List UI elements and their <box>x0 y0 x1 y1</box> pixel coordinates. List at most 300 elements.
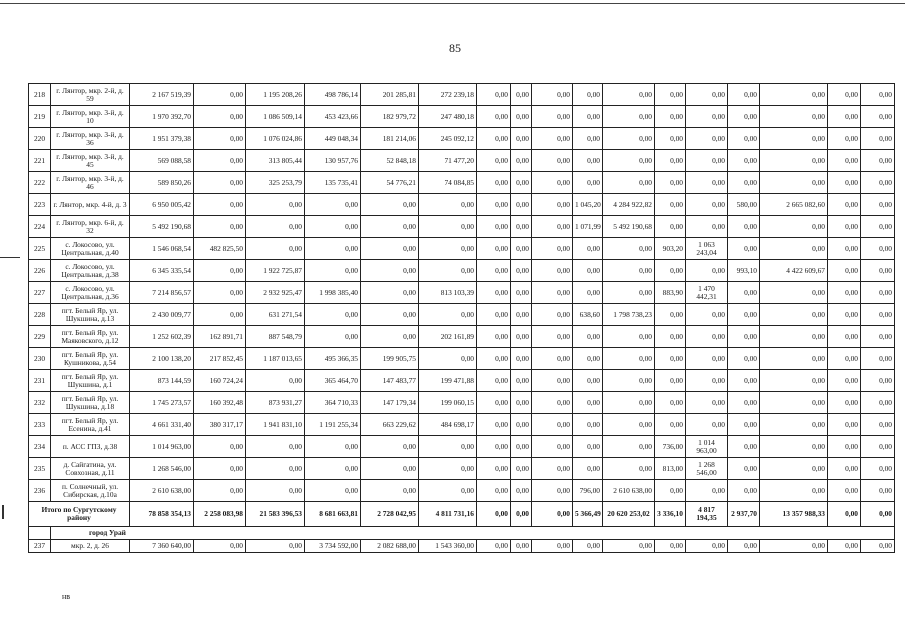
total-value-cell: 2 728 042,95 <box>361 502 419 527</box>
value-cell: 0,00 <box>861 282 895 304</box>
value-cell: 498 786,14 <box>305 84 361 106</box>
value-cell: 0,00 <box>573 326 603 348</box>
value-cell: 199 060,15 <box>419 392 477 414</box>
value-cell: 2 610 638,00 <box>130 480 194 502</box>
value-cell: 903,20 <box>655 238 686 260</box>
value-cell: 0,00 <box>419 304 477 326</box>
value-cell: 0,00 <box>760 458 828 480</box>
value-cell: 0,00 <box>477 458 511 480</box>
value-cell: 0,00 <box>194 304 246 326</box>
value-cell: 0,00 <box>655 414 686 436</box>
value-cell: 0,00 <box>686 540 728 553</box>
value-cell: 0,00 <box>603 260 655 282</box>
total-value-cell: 21 583 396,53 <box>246 502 305 527</box>
row-number: 237 <box>29 540 51 553</box>
row-number: 229 <box>29 326 51 348</box>
value-cell: 0,00 <box>728 370 760 392</box>
value-cell: 0,00 <box>655 326 686 348</box>
value-cell: 0,00 <box>728 106 760 128</box>
value-cell: 0,00 <box>532 238 573 260</box>
value-cell: 0,00 <box>194 128 246 150</box>
row-address: пгт. Белый Яр, ул. Кушникова, д.54 <box>51 348 130 370</box>
row-address: п. Солнечный, ул. Сибирская, д.10а <box>51 480 130 502</box>
total-value-cell: 20 620 253,02 <box>603 502 655 527</box>
value-cell: 0,00 <box>532 480 573 502</box>
value-cell: 0,00 <box>861 458 895 480</box>
value-cell: 0,00 <box>686 84 728 106</box>
value-cell: 0,00 <box>532 172 573 194</box>
value-cell: 0,00 <box>655 348 686 370</box>
total-value-cell: 78 858 354,13 <box>130 502 194 527</box>
value-cell: 0,00 <box>532 392 573 414</box>
row-address: пгт. Белый Яр, ул. Шукшина, д.13 <box>51 304 130 326</box>
row-address: г. Лянтор, мкр. 3-й, д. 46 <box>51 172 130 194</box>
value-cell: 0,00 <box>686 392 728 414</box>
value-cell: 325 253,79 <box>246 172 305 194</box>
value-cell: 4 661 331,40 <box>130 414 194 436</box>
row-number: 233 <box>29 414 51 436</box>
value-cell: 0,00 <box>728 458 760 480</box>
value-cell: 0,00 <box>861 216 895 238</box>
blank-cell <box>29 527 51 540</box>
row-number: 230 <box>29 348 51 370</box>
row-address: с. Локосово, ул. Центральная, д.36 <box>51 282 130 304</box>
value-cell: 0,00 <box>194 216 246 238</box>
value-cell: 0,00 <box>477 84 511 106</box>
value-cell: 0,00 <box>194 194 246 216</box>
value-cell: 0,00 <box>828 128 861 150</box>
table-row <box>29 348 895 370</box>
value-cell: 0,00 <box>760 348 828 370</box>
value-cell: 2 167 519,39 <box>130 84 194 106</box>
table-row <box>29 128 895 150</box>
value-cell: 0,00 <box>532 414 573 436</box>
value-cell: 0,00 <box>728 172 760 194</box>
value-cell: 0,00 <box>573 150 603 172</box>
value-cell: 0,00 <box>477 128 511 150</box>
value-cell: 0,00 <box>361 326 419 348</box>
value-cell: 0,00 <box>194 106 246 128</box>
value-cell: 0,00 <box>655 260 686 282</box>
value-cell: 0,00 <box>760 414 828 436</box>
value-cell: 54 776,21 <box>361 172 419 194</box>
value-cell: 0,00 <box>194 282 246 304</box>
value-cell: 313 805,44 <box>246 150 305 172</box>
value-cell: 1 745 273,57 <box>130 392 194 414</box>
table-row <box>29 458 895 480</box>
value-cell: 0,00 <box>686 304 728 326</box>
value-cell: 0,00 <box>511 84 532 106</box>
value-cell: 0,00 <box>655 304 686 326</box>
value-cell: 0,00 <box>361 238 419 260</box>
value-cell: 0,00 <box>477 348 511 370</box>
table-row <box>29 238 895 260</box>
value-cell: 0,00 <box>686 194 728 216</box>
value-cell: 182 979,72 <box>361 106 419 128</box>
value-cell: 0,00 <box>760 392 828 414</box>
table-row <box>29 540 895 553</box>
value-cell: 0,00 <box>194 172 246 194</box>
value-cell: 199 471,88 <box>419 370 477 392</box>
value-cell: 0,00 <box>728 414 760 436</box>
value-cell: 0,00 <box>603 150 655 172</box>
value-cell: 0,00 <box>861 436 895 458</box>
value-cell: 0,00 <box>419 216 477 238</box>
value-cell: 484 698,17 <box>419 414 477 436</box>
value-cell: 449 048,34 <box>305 128 361 150</box>
value-cell: 0,00 <box>511 304 532 326</box>
value-cell: 0,00 <box>305 216 361 238</box>
value-cell: 0,00 <box>728 282 760 304</box>
value-cell: 0,00 <box>760 304 828 326</box>
value-cell: 0,00 <box>246 216 305 238</box>
value-cell: 0,00 <box>194 480 246 502</box>
value-cell: 0,00 <box>246 540 305 553</box>
total-value-cell: 2 937,70 <box>728 502 760 527</box>
value-cell: 0,00 <box>361 194 419 216</box>
row-address: г. Лянтор, мкр. 3-й, д. 10 <box>51 106 130 128</box>
value-cell: 0,00 <box>861 172 895 194</box>
total-label: Итого по Сургутскому району <box>29 502 130 527</box>
value-cell: 0,00 <box>511 436 532 458</box>
value-cell: 0,00 <box>532 260 573 282</box>
row-number: 220 <box>29 128 51 150</box>
value-cell: 1 941 831,10 <box>246 414 305 436</box>
value-cell: 0,00 <box>655 172 686 194</box>
value-cell: 0,00 <box>603 84 655 106</box>
value-cell: 0,00 <box>861 106 895 128</box>
row-address: пгт. Белый Яр, ул. Есенина, д.41 <box>51 414 130 436</box>
value-cell: 0,00 <box>361 216 419 238</box>
value-cell: 0,00 <box>532 304 573 326</box>
total-value-cell: 2 258 083,98 <box>194 502 246 527</box>
value-cell: 0,00 <box>246 370 305 392</box>
value-cell: 0,00 <box>655 194 686 216</box>
table-row <box>29 326 895 348</box>
value-cell: 0,00 <box>532 436 573 458</box>
value-cell: 364 710,33 <box>305 392 361 414</box>
value-cell: 181 214,06 <box>361 128 419 150</box>
value-cell: 0,00 <box>477 392 511 414</box>
value-cell: 0,00 <box>686 326 728 348</box>
value-cell: 5 492 190,68 <box>603 216 655 238</box>
value-cell: 0,00 <box>760 106 828 128</box>
value-cell: 0,00 <box>728 326 760 348</box>
value-cell: 0,00 <box>532 326 573 348</box>
value-cell: 0,00 <box>760 216 828 238</box>
row-number: 221 <box>29 150 51 172</box>
value-cell: 0,00 <box>477 172 511 194</box>
value-cell: 217 852,45 <box>194 348 246 370</box>
table-row <box>29 216 895 238</box>
value-cell: 0,00 <box>511 194 532 216</box>
value-cell: 199 905,75 <box>361 348 419 370</box>
value-cell: 638,60 <box>573 304 603 326</box>
value-cell: 1 076 024,86 <box>246 128 305 150</box>
value-cell: 0,00 <box>194 436 246 458</box>
value-cell: 0,00 <box>655 392 686 414</box>
value-cell: 0,00 <box>728 540 760 553</box>
value-cell: 0,00 <box>419 458 477 480</box>
value-cell: 0,00 <box>828 370 861 392</box>
value-cell: 0,00 <box>686 480 728 502</box>
value-cell: 0,00 <box>477 260 511 282</box>
value-cell: 4 284 922,82 <box>603 194 655 216</box>
value-cell: 0,00 <box>828 106 861 128</box>
value-cell: 3 734 592,00 <box>305 540 361 553</box>
value-cell: 0,00 <box>511 128 532 150</box>
value-cell: 0,00 <box>686 348 728 370</box>
value-cell: 147 483,77 <box>361 370 419 392</box>
value-cell: 0,00 <box>573 238 603 260</box>
value-cell: 0,00 <box>603 392 655 414</box>
value-cell: 1 086 509,14 <box>246 106 305 128</box>
value-cell: 0,00 <box>305 260 361 282</box>
table-row <box>29 414 895 436</box>
value-cell: 0,00 <box>686 260 728 282</box>
value-cell: 0,00 <box>532 348 573 370</box>
value-cell: 0,00 <box>511 172 532 194</box>
value-cell: 0,00 <box>511 480 532 502</box>
value-cell: 0,00 <box>861 540 895 553</box>
value-cell: 0,00 <box>477 480 511 502</box>
value-cell: 0,00 <box>760 128 828 150</box>
value-cell: 0,00 <box>828 540 861 553</box>
table-row <box>29 282 895 304</box>
value-cell: 0,00 <box>532 106 573 128</box>
row-address: г. Лянтор, мкр. 2-й, д. 59 <box>51 84 130 106</box>
data-table <box>28 83 895 553</box>
row-number: 218 <box>29 84 51 106</box>
value-cell: 0,00 <box>305 326 361 348</box>
value-cell: 0,00 <box>361 458 419 480</box>
value-cell: 0,00 <box>686 414 728 436</box>
value-cell: 0,00 <box>603 540 655 553</box>
value-cell: 1 187 013,65 <box>246 348 305 370</box>
table-row <box>29 194 895 216</box>
value-cell: 0,00 <box>532 194 573 216</box>
value-cell: 0,00 <box>573 282 603 304</box>
table-row <box>29 392 895 414</box>
value-cell: 0,00 <box>477 106 511 128</box>
value-cell: 1 063 243,04 <box>686 238 728 260</box>
value-cell: 0,00 <box>477 540 511 553</box>
row-number: 226 <box>29 260 51 282</box>
row-address: с. Локосово, ул. Центральная, д.38 <box>51 260 130 282</box>
value-cell: 0,00 <box>511 458 532 480</box>
value-cell: 1 543 360,00 <box>419 540 477 553</box>
value-cell: 1 268 546,00 <box>686 458 728 480</box>
total-value-cell: 0,00 <box>511 502 532 527</box>
value-cell: 6 950 005,42 <box>130 194 194 216</box>
value-cell: 0,00 <box>655 106 686 128</box>
value-cell: 0,00 <box>573 84 603 106</box>
value-cell: 0,00 <box>828 458 861 480</box>
value-cell: 0,00 <box>361 480 419 502</box>
row-number: 227 <box>29 282 51 304</box>
value-cell: 0,00 <box>828 436 861 458</box>
value-cell: 1 922 725,87 <box>246 260 305 282</box>
value-cell: 0,00 <box>728 238 760 260</box>
value-cell: 160 724,24 <box>194 370 246 392</box>
value-cell: 0,00 <box>532 84 573 106</box>
value-cell: 0,00 <box>305 238 361 260</box>
value-cell: 0,00 <box>861 128 895 150</box>
table-row <box>29 150 895 172</box>
value-cell: 0,00 <box>511 370 532 392</box>
total-value-cell: 5 366,49 <box>573 502 603 527</box>
value-cell: 2 665 082,60 <box>760 194 828 216</box>
section-heading: город Урай <box>51 527 895 540</box>
value-cell: 0,00 <box>573 370 603 392</box>
value-cell: 0,00 <box>573 106 603 128</box>
row-number: 232 <box>29 392 51 414</box>
value-cell: 0,00 <box>686 128 728 150</box>
value-cell: 0,00 <box>686 370 728 392</box>
value-cell: 0,00 <box>728 436 760 458</box>
value-cell: 0,00 <box>194 540 246 553</box>
value-cell: 0,00 <box>655 540 686 553</box>
page-number: 85 <box>449 41 461 55</box>
value-cell: 0,00 <box>603 128 655 150</box>
row-address: г. Лянтор, мкр. 4-й, д. 3 <box>51 194 130 216</box>
value-cell: 0,00 <box>532 128 573 150</box>
value-cell: 0,00 <box>532 216 573 238</box>
value-cell: 0,00 <box>728 304 760 326</box>
value-cell: 887 548,79 <box>246 326 305 348</box>
value-cell: 162 891,71 <box>194 326 246 348</box>
value-cell: 0,00 <box>361 260 419 282</box>
value-cell: 0,00 <box>532 150 573 172</box>
margin-tick <box>2 505 4 519</box>
value-cell: 0,00 <box>511 392 532 414</box>
value-cell: 1 071,99 <box>573 216 603 238</box>
value-cell: 0,00 <box>603 282 655 304</box>
value-cell: 380 317,17 <box>194 414 246 436</box>
value-cell: 631 271,54 <box>246 304 305 326</box>
value-cell: 482 825,50 <box>194 238 246 260</box>
value-cell: 0,00 <box>511 150 532 172</box>
value-cell: 2 082 688,00 <box>361 540 419 553</box>
footnote-mark: нв <box>62 592 71 601</box>
value-cell: 0,00 <box>686 172 728 194</box>
value-cell: 0,00 <box>305 304 361 326</box>
value-cell: 0,00 <box>861 260 895 282</box>
value-cell: 0,00 <box>861 392 895 414</box>
value-cell: 0,00 <box>477 370 511 392</box>
value-cell: 589 850,26 <box>130 172 194 194</box>
value-cell: 0,00 <box>828 480 861 502</box>
value-cell: 0,00 <box>861 370 895 392</box>
value-cell: 0,00 <box>305 436 361 458</box>
value-cell: 0,00 <box>828 304 861 326</box>
table-row <box>29 304 895 326</box>
value-cell: 0,00 <box>828 414 861 436</box>
table-row <box>29 370 895 392</box>
value-cell: 873 931,27 <box>246 392 305 414</box>
top-border-line <box>0 3 905 4</box>
value-cell: 883,90 <box>655 282 686 304</box>
total-row <box>29 502 895 527</box>
value-cell: 0,00 <box>861 480 895 502</box>
row-number: 231 <box>29 370 51 392</box>
value-cell: 0,00 <box>760 150 828 172</box>
value-cell: 365 464,70 <box>305 370 361 392</box>
value-cell: 0,00 <box>603 436 655 458</box>
row-address: г. Лянтор, мкр. 3-й, д. 36 <box>51 128 130 150</box>
value-cell: 0,00 <box>861 348 895 370</box>
value-cell: 0,00 <box>477 216 511 238</box>
value-cell: 0,00 <box>760 480 828 502</box>
row-number: 225 <box>29 238 51 260</box>
value-cell: 0,00 <box>305 194 361 216</box>
value-cell: 0,00 <box>573 260 603 282</box>
total-value-cell: 0,00 <box>532 502 573 527</box>
value-cell: 1 014 963,00 <box>130 436 194 458</box>
value-cell: 0,00 <box>603 238 655 260</box>
value-cell: 0,00 <box>511 540 532 553</box>
value-cell: 1 195 208,26 <box>246 84 305 106</box>
value-cell: 0,00 <box>194 150 246 172</box>
table-row <box>29 260 895 282</box>
value-cell: 993,10 <box>728 260 760 282</box>
value-cell: 796,00 <box>573 480 603 502</box>
value-cell: 0,00 <box>861 150 895 172</box>
row-number: 234 <box>29 436 51 458</box>
value-cell: 0,00 <box>573 392 603 414</box>
value-cell: 0,00 <box>477 304 511 326</box>
value-cell: 0,00 <box>861 84 895 106</box>
value-cell: 0,00 <box>828 84 861 106</box>
value-cell: 0,00 <box>511 326 532 348</box>
value-cell: 0,00 <box>760 172 828 194</box>
value-cell: 0,00 <box>511 348 532 370</box>
value-cell: 245 092,12 <box>419 128 477 150</box>
value-cell: 0,00 <box>511 414 532 436</box>
value-cell: 201 285,81 <box>361 84 419 106</box>
value-cell: 0,00 <box>655 84 686 106</box>
value-cell: 0,00 <box>603 106 655 128</box>
total-value-cell: 0,00 <box>861 502 895 527</box>
row-number: 222 <box>29 172 51 194</box>
value-cell: 0,00 <box>760 540 828 553</box>
row-address: с. Локосово, ул. Центральная, д.40 <box>51 238 130 260</box>
row-address: г. Лянтор, мкр. 3-й, д. 45 <box>51 150 130 172</box>
value-cell: 0,00 <box>511 216 532 238</box>
value-cell: 0,00 <box>861 414 895 436</box>
value-cell: 0,00 <box>728 216 760 238</box>
value-cell: 0,00 <box>728 128 760 150</box>
value-cell: 1 998 385,40 <box>305 282 361 304</box>
value-cell: 663 229,62 <box>361 414 419 436</box>
value-cell: 0,00 <box>532 458 573 480</box>
value-cell: 0,00 <box>603 326 655 348</box>
value-cell: 0,00 <box>573 128 603 150</box>
value-cell: 0,00 <box>246 436 305 458</box>
value-cell: 0,00 <box>246 480 305 502</box>
value-cell: 0,00 <box>532 282 573 304</box>
value-cell: 0,00 <box>194 260 246 282</box>
value-cell: 0,00 <box>828 348 861 370</box>
margin-tick <box>0 257 20 258</box>
value-cell: 0,00 <box>655 150 686 172</box>
row-number: 219 <box>29 106 51 128</box>
value-cell: 0,00 <box>573 172 603 194</box>
table-row <box>29 436 895 458</box>
value-cell: 0,00 <box>603 348 655 370</box>
value-cell: 0,00 <box>477 436 511 458</box>
value-cell: 0,00 <box>728 150 760 172</box>
